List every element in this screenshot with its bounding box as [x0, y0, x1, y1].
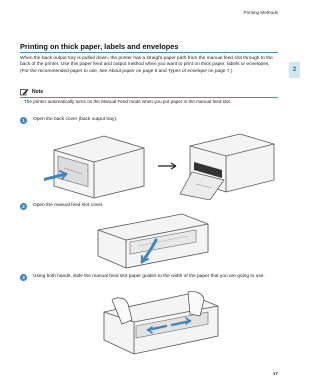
note-label: Note: [32, 89, 44, 95]
step-2-number: 2: [20, 203, 27, 210]
section-title: Printing on thick paper, labels and envelopes: [20, 42, 179, 51]
intro-text-1: When the back output tray is pulled down, the printer has a straight paper path from the manual feed slot through to the back of the printer. Use this paper feed and output method when you want to print on thick paper, labels or envelopes. (For the recommended paper to use, see: [20, 56, 273, 74]
note-pencil-icon: [20, 88, 29, 96]
note-header: [20, 88, 278, 96]
step-2: [20, 203, 103, 210]
arrow-right-icon: [158, 163, 176, 169]
note-text: The printer automatically turns on the Manual Feed mode when you put paper in the manual feed slot.: [24, 99, 232, 104]
intro-text-2: on page 5 and: [134, 68, 169, 74]
page-number: 17: [272, 371, 278, 376]
illustration-slide-paper-guides: [92, 290, 222, 356]
printer-closed-illustration: [44, 136, 144, 198]
note-divider: [20, 97, 278, 98]
step-1: [20, 117, 117, 124]
illustration-open-manual-feed-cover: [92, 212, 212, 270]
step-3-text: Using both hands, slide the manual feed slot paper guides to the width of the paper that you are going to use.: [33, 274, 265, 279]
intro-text-3: on page 7.): [206, 68, 233, 74]
title-divider: [20, 52, 278, 53]
running-head: Printing Methods: [243, 10, 278, 15]
step-1-number: 1: [20, 117, 27, 124]
step-2-text: Open the manual feed slot cover.: [33, 203, 104, 209]
intro-link-about-paper[interactable]: About paper: [108, 68, 135, 74]
printer-open-illustration: [180, 134, 274, 200]
step-3: [20, 274, 278, 281]
note-box: [20, 88, 278, 105]
step-3-number: 3: [20, 274, 27, 281]
intro-link-envelope-types[interactable]: Types of envelope: [168, 68, 207, 74]
intro-paragraph: [20, 56, 278, 75]
chapter-tab: 2: [289, 62, 300, 78]
step-1-text: Open the back cover (back output tray).: [33, 117, 118, 123]
illustration-open-back-cover: [44, 128, 276, 200]
